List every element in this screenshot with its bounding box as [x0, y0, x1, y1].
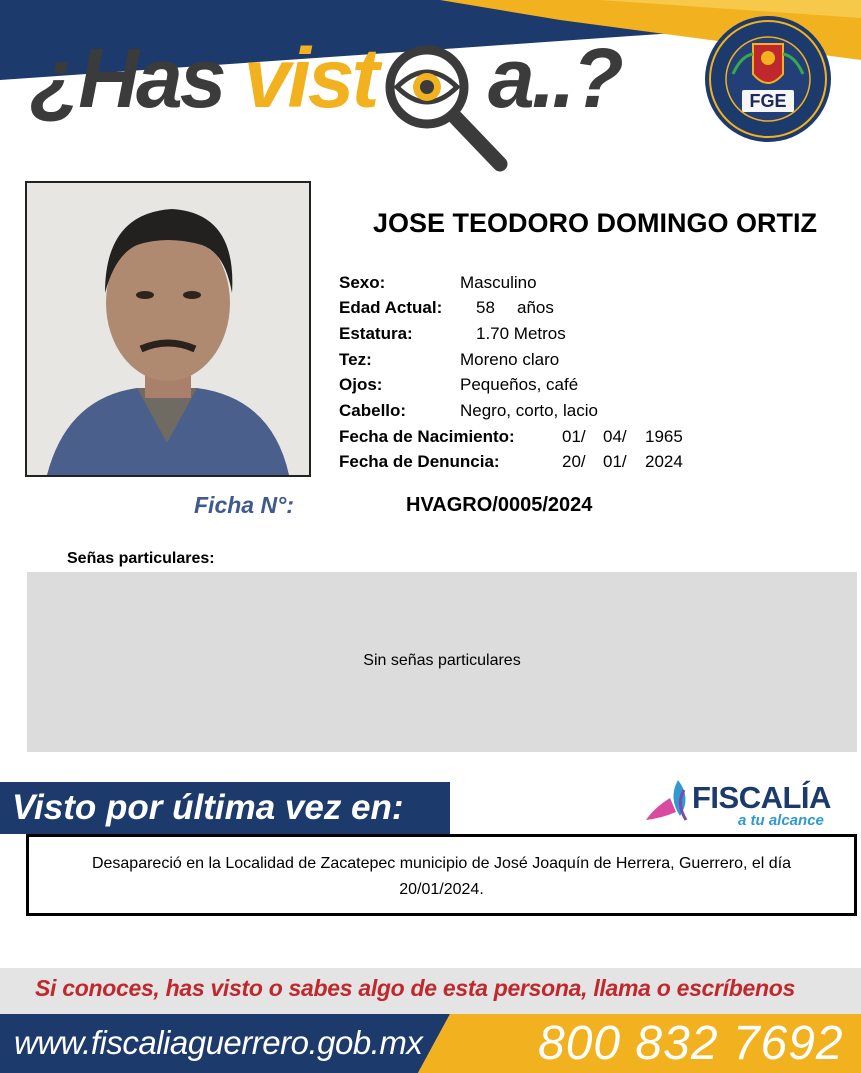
- field-label: Fecha de Nacimiento:: [339, 427, 515, 446]
- field-label: Edad Actual:: [339, 298, 443, 317]
- fiscalia-logo-tagline: a tu alcance: [738, 812, 824, 829]
- visto-label: Visto por última vez en:: [12, 788, 404, 827]
- person-photo: [25, 181, 311, 477]
- header-title: [30, 28, 377, 128]
- date-month: 04/: [603, 427, 627, 446]
- field-label: Estatura:: [339, 324, 413, 343]
- last-seen-box: [26, 834, 857, 916]
- fiscalia-logo-name: FISCALÍA: [692, 780, 831, 815]
- ficha-number: HVAGRO/0005/2024: [406, 494, 593, 516]
- footer-call-to-action: Si conoces, has visto o sabes algo de esta persona, llama o escríbenos: [35, 975, 796, 1001]
- date-day: 01/: [562, 427, 586, 446]
- date-year: 1965: [645, 427, 683, 446]
- date-day: 20/: [562, 452, 586, 471]
- field-unit: años: [517, 298, 554, 317]
- field-label: Ojos:: [339, 375, 383, 394]
- footer-website-link[interactable]: www.fiscaliaguerrero.gob.mx: [14, 1024, 423, 1061]
- senas-box: [27, 572, 857, 752]
- field-label: Sexo:: [339, 273, 386, 292]
- field-label: Tez:: [339, 350, 372, 369]
- date-year: 2024: [645, 452, 683, 471]
- fge-seal-icon: [703, 14, 833, 144]
- field-label: Cabello:: [339, 401, 407, 420]
- field-value: 58: [476, 298, 495, 317]
- seal-label: FGE: [742, 90, 794, 112]
- senas-label: Señas particulares:: [67, 550, 215, 567]
- title-part2: vist: [243, 31, 377, 125]
- person-silhouette-icon: [27, 183, 309, 475]
- last-seen-description: Desapareció en la Localidad de Zacatepec municipio de José Joaquín de Herrera, Guerrero, el día 20/01/2024.: [91, 855, 792, 898]
- field-value: Masculino: [460, 273, 537, 292]
- magnifier-eye-icon: [382, 42, 532, 177]
- title-part1: ¿Has: [30, 31, 224, 125]
- field-value: Pequeños, café: [460, 375, 579, 394]
- senas-value: Sin señas particulares: [363, 652, 521, 669]
- field-value: Moreno claro: [460, 350, 560, 369]
- ficha-label: Ficha N°:: [194, 492, 294, 518]
- person-name: JOSE TEODORO DOMINGO ORTIZ: [372, 208, 818, 238]
- date-month: 01/: [603, 452, 627, 471]
- title-tail: a..?: [488, 31, 621, 125]
- field-value: 1.70 Metros: [476, 324, 566, 343]
- field-label: Fecha de Denuncia:: [339, 452, 500, 471]
- footer-phone-number[interactable]: 800 832 7692: [538, 1017, 844, 1070]
- field-value: Negro, corto, lacio: [460, 401, 598, 420]
